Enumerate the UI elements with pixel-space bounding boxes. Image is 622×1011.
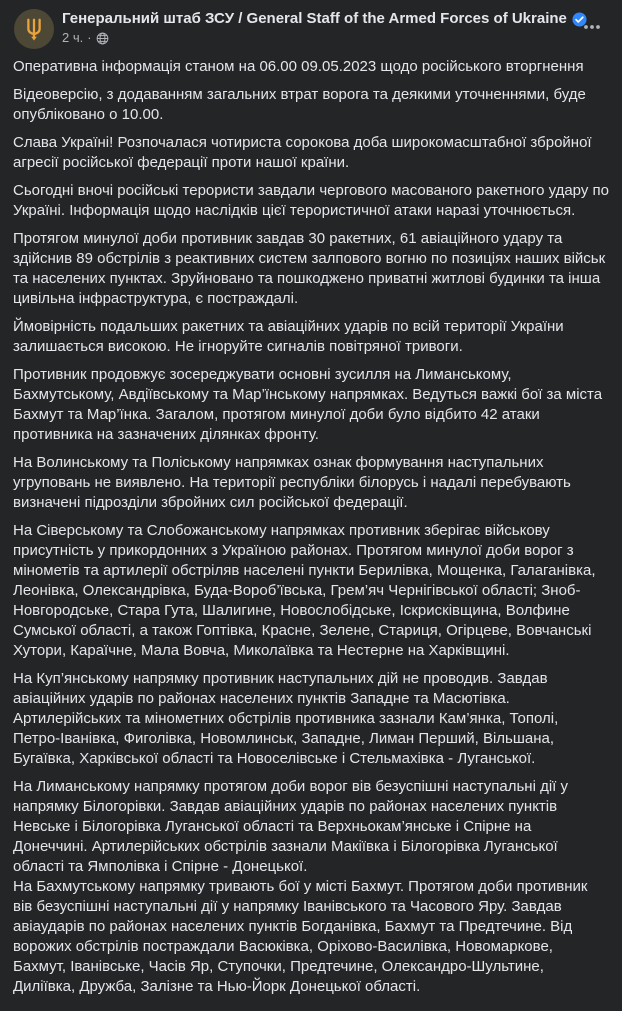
page-avatar[interactable] — [14, 9, 54, 49]
page-name-row — [62, 9, 576, 29]
header-info — [62, 9, 576, 46]
post-paragraph: На Куп’янському напрямку противник наступальних дій не проводив. Завдав авіаційних ударів по районах населених пунктів Западне та Масютівка. Артилерійських та мінометних обстрілів противника зазнали Кам’янка, Тополі, Петро-Іванівка, Фиголівка, Новомлинськ, Западне, Лиман Перший, Вільшана, Бугаївка, Харківської області та Новоселівське і Стельмахівка - Луганської. — [13, 670, 559, 767]
page-name-link[interactable]: Генеральний штаб ЗСУ / General Staff of the Armed Forces of Ukraine — [62, 10, 567, 27]
post-header — [0, 0, 622, 53]
post-meta — [62, 30, 576, 46]
post-paragraph: Сьогодні вночі російські терористи завдали чергового масованого ракетного удару по Україні. Інформація щодо наслідків цієї терористичної атаки наразі уточнюється. — [13, 182, 609, 219]
post-options-button[interactable] — [576, 11, 608, 43]
post-paragraph: На Волинському та Поліському напрямках ознак формування наступальних угруповань не виявлено. На території республіки білорусь і надалі перебувають визначені підрозділи збройних сил російської федерації. — [13, 454, 571, 511]
post-body — [0, 53, 622, 1011]
ellipsis-icon — [582, 17, 602, 37]
post-paragraph: Оперативна інформація станом на 06.00 09.05.2023 щодо російського вторгнення — [13, 58, 584, 75]
post-timestamp[interactable]: 2 ч. — [62, 30, 84, 45]
post-paragraph: Ймовірність подальших ракетних та авіаційних ударів по всій території України залишається високою. Не ігноруйте сигналів повітряної тривоги. — [13, 318, 564, 355]
meta-separator: · — [87, 30, 92, 45]
post-paragraph: Противник продовжує зосереджувати основні зусилля на Лиманському, Бахмутському, Авдіївському та Мар’їнському напрямках. Ведуться важкі бої за міста Бахмут та Мар’їнка. Загалом, протягом минулої доби було відбито 42 атаки противника на зазначених ділянках фронту. — [13, 366, 603, 443]
post-paragraph: На Сіверському та Слобожанському напрямках противник зберігає військову присутність у прикордонних з Україною районах. Протягом минулої доби ворог з мінометів та артилерії обстріляв населені пункти Берилівка, Мощенка, Галаганівка, Леонівка, Олександрівка, Буда-Вороб’ївська, Грем’яч Чернігівської області; Зноб-Новгородське, Стара Гута, Шалигине, Новослобідське, Іскрисківщина, Волфине Сумської області, а також Гоптівка, Красне, Зелене, Стариця, Огірцеве, Вовчанські Хутори, Караїчне, Мала Вовча, Миколаївка та Нестерне на Харківщині. — [13, 522, 596, 659]
post-paragraph: Протягом минулої доби противник завдав 30 ракетних, 61 авіаційного удару та здійснив 89 обстрілів з реактивних систем залпового вогню по позиціях наших військ та населених пунктах. Зруйновано та пошкоджено приватні житлові будинки та інша цивільна інфраструктура, є постраждалі. — [13, 230, 606, 307]
post-paragraph: Слава Україні! Розпочалася чотириста сорокова доба широкомасштабної збройної агресії російської федерації проти нашої країни. — [13, 134, 592, 171]
trident-emblem-icon — [21, 16, 47, 42]
post-paragraph: Відеоверсію, з додаванням загальних втрат ворога та деякими уточненнями, буде опубліковано о 10.00. — [13, 86, 586, 123]
globe-audience-icon — [96, 32, 109, 45]
post-paragraph: На Лиманському напрямку протягом доби ворог вів безуспішні наступальні дії у напрямку Білогорівки. Завдав авіаційних ударів по районах населених пунктів Невське і Білогорівка Луганської області та Верхньокам’янське і Спірне на Донеччині. Артилерійських обстрілів зазнали Макіївка і Білогорівка Луганської області та Ямполівка і Спірне - Донецької. — [13, 778, 569, 875]
post-paragraph: На Бахмутському напрямку тривають бої у місті Бахмут. Протягом доби противник вів безуспішні наступальні дії у напрямку Іванівського та Часового Яру. Завдав авіаударів по районах населених пунктів Богданівка, Бахмут та Предтечине. Від ворожих обстрілів постраждали Васюківка, Оріхово-Василівка, Новомаркове, Бахмут, Іванівське, Часів Яр, Ступочки, Предтечине, Олександро-Шультине, Диліївка, Дружба, Залізне та Нью-Йорк Донецької області. — [13, 878, 588, 995]
